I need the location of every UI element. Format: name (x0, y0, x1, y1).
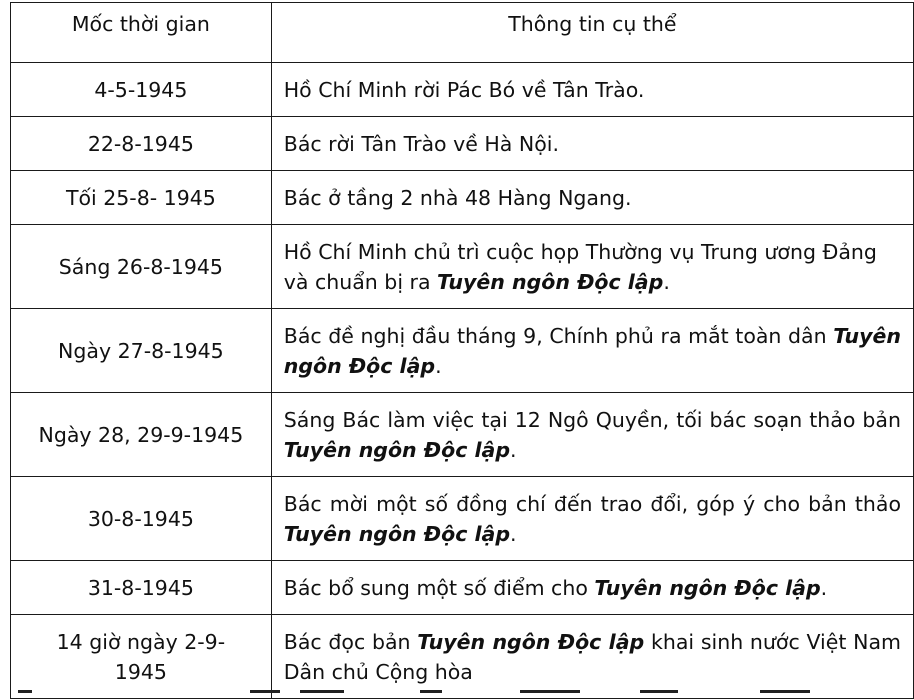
table-row (11, 477, 914, 561)
info-text: khai sinh nước Việt Nam Dân chủ Cộng hòa (283, 629, 901, 684)
document-title-emphasis: Tuyên ngôn Độc lập (283, 323, 901, 378)
info-text: Hồ Chí Minh chủ trì cuộc họp Thường vụ Trung ương Đảng và chuẩn bị ra (283, 239, 877, 294)
info-text: Sáng Bác làm việc tại 12 Ngô Quyền, tối bác soạn thảo bản (283, 407, 901, 432)
info-cell (271, 117, 913, 171)
table-row (11, 393, 914, 477)
time-cell: Ngày 27-8-1945 (11, 309, 272, 393)
document-title-emphasis: Tuyên ngôn Độc lập (283, 437, 511, 462)
document-title-emphasis: Tuyên ngôn Độc lập (417, 629, 645, 654)
time-cell: Sáng 26-8-1945 (11, 225, 272, 309)
document-title-emphasis: Tuyên ngôn Độc lập (594, 575, 821, 600)
info-text: Bác mời một số đồng chí đến trao đổi, góp ý cho bản thảo (283, 491, 901, 516)
info-text: . (435, 353, 442, 378)
table-row (11, 225, 914, 309)
info-cell (271, 63, 913, 117)
info-cell (271, 309, 913, 393)
info-cell (271, 615, 913, 699)
time-cell: Ngày 28, 29-9-1945 (11, 393, 272, 477)
time-cell: 4-5-1945 (11, 63, 272, 117)
time-cell: 14 giờ ngày 2-9-1945 (11, 615, 272, 699)
table-row (11, 117, 914, 171)
time-cell: Tối 25-8- 1945 (11, 171, 272, 225)
header-info: Thông tin cụ thể (271, 3, 913, 63)
info-cell (271, 171, 913, 225)
table-header-row (11, 3, 914, 63)
info-text: . (820, 575, 828, 600)
table-row (11, 309, 914, 393)
table-row (11, 615, 914, 699)
info-cell (271, 561, 913, 615)
info-cell (271, 225, 913, 309)
header-time: Mốc thời gian (11, 3, 272, 63)
info-cell (271, 477, 913, 561)
info-text: Bác rời Tân Trào về Hà Nội. (283, 131, 559, 156)
timeline-table (10, 2, 914, 699)
document-title-emphasis: Tuyên ngôn Độc lập (437, 269, 664, 294)
info-cell (271, 393, 913, 477)
info-text: Hồ Chí Minh rời Pác Bó về Tân Trào. (283, 77, 645, 102)
table-row (11, 561, 914, 615)
cut-off-text-fragment (0, 690, 914, 700)
document-title-emphasis: Tuyên ngôn Độc lập (283, 521, 511, 546)
info-text: . (663, 269, 670, 294)
info-text: . (510, 437, 517, 462)
time-cell: 30-8-1945 (11, 477, 272, 561)
table-row (11, 63, 914, 117)
time-cell: 22-8-1945 (11, 117, 272, 171)
info-text: Bác đọc bản (283, 629, 418, 654)
info-text: Bác ở tầng 2 nhà 48 Hàng Ngang. (283, 185, 632, 210)
info-text: . (510, 521, 517, 546)
info-text: Bác bổ sung một số điểm cho (283, 575, 595, 600)
table-row (11, 171, 914, 225)
info-text: Bác đề nghị đầu tháng 9, Chính phủ ra mắt toàn dân (283, 323, 834, 348)
time-cell: 31-8-1945 (11, 561, 272, 615)
